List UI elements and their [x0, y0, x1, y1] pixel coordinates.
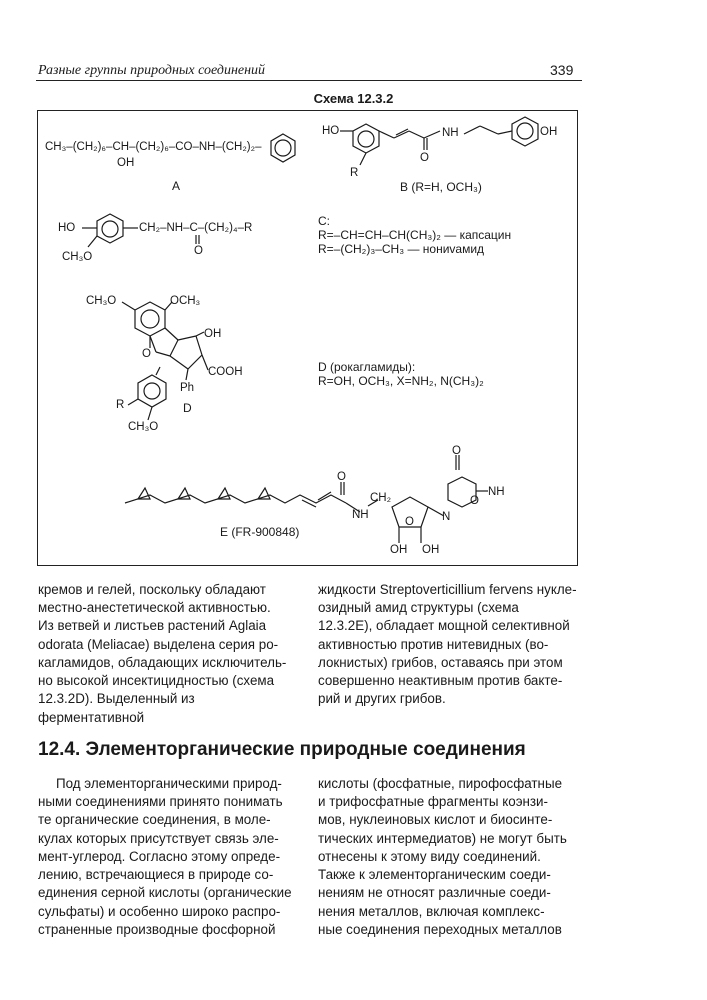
- body-top-right-column: [318, 581, 578, 709]
- text-line: страненные производные фосфорной: [38, 921, 276, 937]
- structure-c-line1: R=–CH=CH–CH(CH₃)₂ — капсацин: [318, 228, 512, 242]
- text-line: тических интермедиатов) не могут быть: [318, 830, 567, 846]
- structure-d-label: D: [183, 401, 192, 415]
- text-line: нения металлов, включая комплекс-: [318, 903, 545, 919]
- text-line: те органические соединения, в моле-: [38, 812, 271, 828]
- structure-b-o: O: [420, 152, 429, 164]
- structure-d-och3-right: OCH₃: [170, 295, 201, 307]
- text-line: кулах которых присутствует связь эле-: [38, 830, 279, 846]
- structure-e-o-ring: O: [405, 516, 414, 528]
- scheme-title: Схема 12.3.2: [313, 91, 394, 106]
- text-line: Под элементорганическими природ-: [56, 776, 282, 791]
- structure-c-line2: R=–(CH₂)₃–CH₃ — нониvамид: [318, 242, 485, 256]
- structure-c-ho: HO: [58, 222, 76, 234]
- structure-d-desc-1: D (рокагламиды):: [318, 360, 416, 374]
- structure-d-desc-2: R=OH, OCH₃, X=NH₂, N(CH₃)₂: [318, 374, 484, 388]
- text-line: лению, встречающиеся в природе со-: [38, 867, 274, 883]
- running-title: Разные группы природных соединений: [38, 63, 266, 78]
- text-line: озидный амид структуры (схема: [318, 600, 519, 616]
- structure-d-och3-bottom: CH₃O: [128, 421, 159, 433]
- structure-d-och3-left: CH₃O: [86, 295, 117, 307]
- structure-e-oh-1: OH: [390, 544, 408, 556]
- structure-a-formula: CH₃–(CH₂)₆–CH–(CH₂)₆–CO–NH–(CH₂)₂–: [45, 141, 262, 153]
- structure-b-ho: HO: [322, 125, 340, 137]
- section-title: 12.4. Элементорганические природные соединения: [38, 739, 526, 760]
- structure-e-n: N: [442, 511, 451, 523]
- text-line: и трифосфатные фрагменты коэнзи-: [318, 794, 548, 810]
- text-line: кагламидов, обладающих исключитель-: [38, 654, 287, 670]
- structure-e-nh: NH: [352, 509, 369, 521]
- body-bottom-left-column: [38, 775, 298, 939]
- structure-b-rings: [340, 117, 538, 165]
- text-line: ными соединениями принято понимать: [38, 794, 283, 810]
- structure-a-label: A: [172, 179, 181, 193]
- text-line: Из ветвей и листьев растений Aglaia: [38, 618, 267, 634]
- structure-b-label: B (R=H, OCH₃): [400, 180, 482, 194]
- structure-e-ch2: CH₂: [370, 492, 392, 504]
- structure-d-cooh: COOH: [208, 366, 243, 378]
- text-line: активностью против нитевидных (во-: [318, 636, 549, 652]
- structure-c-chain: CH₂–NH–C–(CH₂)₄–R: [139, 222, 253, 234]
- text-line: сульфаты) и особенно широко распро-: [38, 903, 281, 919]
- text-line: локнистых) грибов, оставаясь при этом: [318, 654, 563, 670]
- text-line: 12.3.2D). Выделенный из ферментативной: [38, 691, 195, 725]
- text-line: кислоты (фосфатные, пирофосфатные: [318, 776, 563, 791]
- page-number: 339: [550, 62, 574, 78]
- text-line: рий и других грибов.: [318, 691, 446, 707]
- structure-a-oh: OH: [117, 157, 135, 169]
- text-line: единения серной кислоты (органические: [38, 885, 292, 901]
- text-line: местно-анестетической активностью.: [38, 600, 271, 616]
- structure-e-o-right: O: [470, 495, 479, 507]
- text-line: совершенно неактивным против бакте-: [318, 673, 563, 689]
- structure-d-core: [122, 302, 208, 420]
- structure-d-o-ring: O: [142, 348, 151, 360]
- text-line: нениям не относят различные соеди-: [318, 885, 551, 901]
- structure-e-nh-ring: NH: [488, 486, 505, 498]
- structure-c-heading: C:: [318, 214, 330, 228]
- structure-e-chain: [125, 455, 488, 543]
- structure-e-label: E (FR-900848): [220, 525, 300, 539]
- text-line: мов, нуклеиновых кислот и биосинте-: [318, 812, 553, 828]
- body-bottom-right-column: [318, 775, 578, 939]
- text-line: 12.3.2E), обладает мощной селективной: [318, 618, 570, 634]
- structure-a-phenyl: [271, 134, 295, 162]
- text-line: ные соединения переходных металлов: [318, 921, 562, 937]
- text-line: но высокой инсектицидностью (схема: [38, 673, 275, 689]
- structure-c-o: O: [194, 245, 203, 257]
- text-line: Также к элементорганическим соеди-: [318, 867, 551, 883]
- body-top-left-column: [38, 581, 298, 727]
- structure-d-oh: OH: [204, 328, 222, 340]
- structure-e-o-carbonyl: O: [337, 471, 346, 483]
- text-line: кремов и гелей, поскольку обладают: [38, 582, 266, 597]
- structure-d-ph: Ph: [180, 382, 195, 394]
- structure-d-r: R: [116, 399, 125, 411]
- structure-e-o-top: O: [452, 445, 461, 457]
- structure-e-oh-2: OH: [422, 544, 440, 556]
- text-line: мент-углерод. Согласно этому опреде-: [38, 848, 281, 864]
- text-line: жидкости Streptoverticillium fervens нукле-: [318, 582, 577, 597]
- text-line: отнесены к этому виду соединений.: [318, 848, 541, 864]
- structure-b-r: R: [350, 167, 359, 179]
- structure-c-och3: CH₃O: [62, 251, 93, 263]
- structure-b-oh: OH: [540, 126, 558, 138]
- text-line: odorata (Meliacae) выделена серия ро-: [38, 636, 279, 652]
- structure-b-nh: NH: [442, 127, 459, 139]
